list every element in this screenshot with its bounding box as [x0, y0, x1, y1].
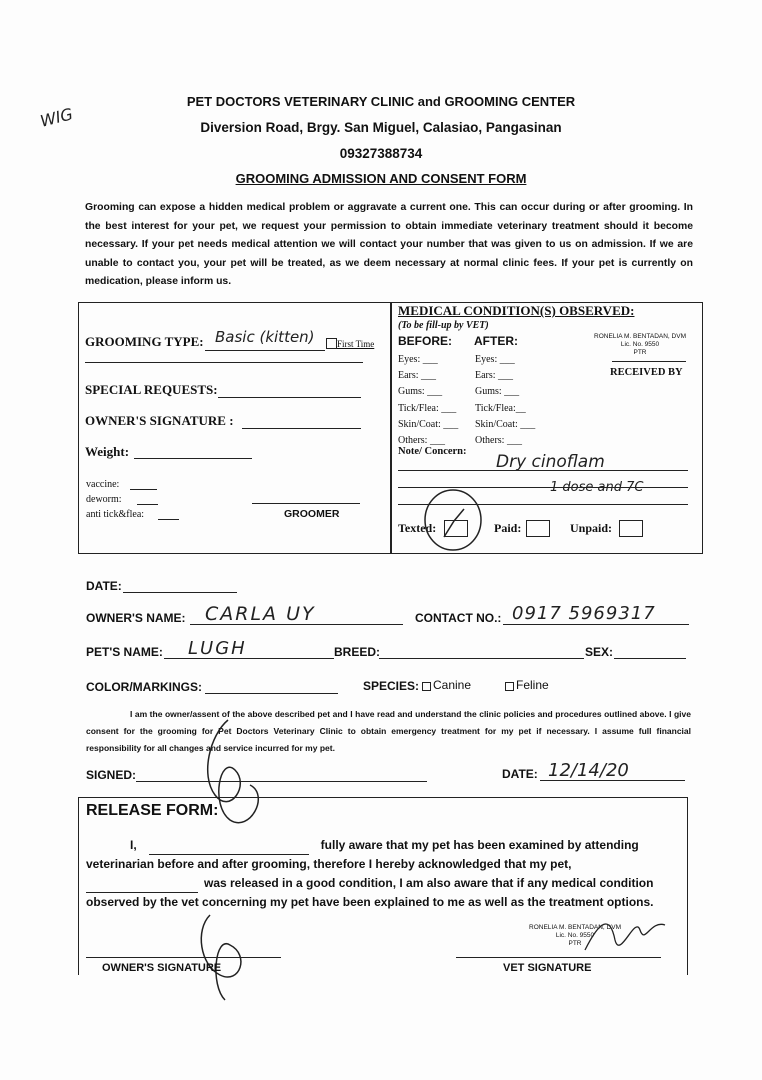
- date-field[interactable]: [123, 577, 237, 593]
- clinic-address: Diversion Road, Brgy. San Miguel, Calasiao, Pangasinan: [200, 120, 562, 135]
- before-label: BEFORE:: [398, 334, 452, 348]
- release-stamp-ptr: PTR: [568, 940, 582, 947]
- first-time-label: First Time: [337, 339, 375, 349]
- owner-name-label: OWNER'S NAME:: [86, 611, 186, 625]
- special-requests-field[interactable]: [218, 382, 361, 398]
- note-label: Note/ Concern:: [398, 446, 467, 457]
- clinic-name: PET DOCTORS VETERINARY CLINIC and GROOMING CENTER: [186, 94, 576, 109]
- note-hand-2: 1 dose and 7C: [550, 480, 644, 495]
- clinic-phone: 09327388734: [339, 146, 423, 161]
- before-skin: Skin/Coat: ___: [398, 418, 459, 430]
- release-text1: fully aware that my pet has been examined by attending: [320, 838, 639, 852]
- vet-stamp: [592, 333, 688, 357]
- release-stamp-name: RONELIA M. BENTADAN, DVM: [529, 924, 621, 931]
- deworm-label: deworm:: [86, 494, 122, 505]
- corner-mark: WIG: [38, 104, 75, 131]
- sex-label: SEX:: [585, 645, 614, 659]
- received-by-label: RECEIVED BY: [610, 367, 683, 378]
- owner-signature-field[interactable]: [242, 413, 361, 429]
- vaccine-label: vaccine:: [86, 479, 120, 490]
- species-label: SPECIES:: [363, 679, 420, 693]
- grooming-type-value: Basic (kitten): [215, 328, 315, 346]
- before-ears: Ears: ___: [398, 370, 437, 382]
- signed-date-value: 12/14/20: [548, 760, 629, 781]
- release-vet-sig-label: VET SIGNATURE: [503, 962, 592, 974]
- release-paragraph: [86, 836, 682, 912]
- unpaid-label: Unpaid:: [570, 521, 613, 535]
- consent-paragraph: I am the owner/assent of the above described pet and I have read and understand the clinic policies and procedures outlined above. I give consent for the grooming for Pet Doctors Veterinary Clinic to obtain emergency treatment for my pet if necessary. I assume full financial responsibility for all changes and service incurred for my pet.: [86, 709, 691, 753]
- after-label: AFTER:: [474, 334, 518, 348]
- weight-field[interactable]: [134, 443, 252, 459]
- owner-signature-label: OWNER'S SIGNATURE :: [85, 413, 234, 428]
- release-text4: observed by the vet concerning my pet have been explained to me as well as the treatment options.: [86, 895, 654, 909]
- after-eyes: Eyes: ___: [475, 354, 515, 365]
- release-text2: veterinarian before and after grooming, therefore I hereby acknowledged that my pet,: [86, 857, 572, 871]
- breed-label: BREED:: [334, 645, 381, 659]
- unpaid-checkbox[interactable]: [619, 520, 643, 537]
- color-label: COLOR/MARKINGS:: [86, 680, 202, 694]
- pet-name-value: LUGH: [188, 638, 247, 659]
- anti-tick-field[interactable]: [158, 509, 179, 520]
- canine-label: Canine: [433, 678, 472, 692]
- release-owner-sig-label: OWNER'S SIGNATURE: [102, 962, 222, 974]
- release-title: RELEASE FORM:: [86, 802, 219, 819]
- intro-paragraph: Grooming can expose a hidden medical problem or aggravate a current one. This can occur during or after grooming. In the best interest for your pet, we request your permission to obtain immediate veterinary treatment should it become necessary. If your pet needs medical attention we will contact your number that was given to us on admission. If we are unable to contact you, your pet will be treated, as we deem necessary at normal clinic fees. If your pet is currently on medication, please inform us.: [85, 202, 693, 287]
- release-text3: was released in a good condition, I am also aware that if any medical condition: [204, 876, 654, 890]
- after-gums: Gums: ___: [475, 386, 520, 398]
- first-time-checkbox[interactable]: [326, 338, 337, 349]
- owner-name-value: CARLA UY: [205, 603, 316, 625]
- before-tick: Tick/Flea: ___: [398, 402, 457, 414]
- release-stamp-lic: Lic. No. 9550: [555, 932, 595, 939]
- medical-title: MEDICAL CONDITION(S) OBSERVED:: [398, 303, 635, 318]
- paid-label: Paid:: [494, 521, 522, 535]
- canine-checkbox[interactable]: [422, 682, 431, 691]
- before-eyes: Eyes: ___: [398, 354, 438, 365]
- groomer-label: GROOMER: [284, 508, 340, 520]
- sex-field[interactable]: [614, 643, 686, 659]
- stamp-name: RONELIA M. BENTADAN, DVM: [594, 333, 686, 340]
- before-others: Others: ___: [398, 435, 445, 447]
- feline-label: Feline: [516, 678, 549, 692]
- release-owner-line[interactable]: [86, 957, 281, 958]
- paid-checkbox[interactable]: [526, 520, 550, 537]
- stamp-lic: Lic. No. 9550: [620, 341, 660, 348]
- signed-label: SIGNED:: [86, 768, 137, 782]
- date-label: DATE:: [86, 579, 122, 593]
- pet-name-label: PET'S NAME:: [86, 645, 163, 659]
- grooming-type-line2: [85, 362, 363, 363]
- groomer-line[interactable]: [252, 503, 360, 504]
- signed-field[interactable]: [136, 766, 427, 782]
- before-list: [398, 352, 458, 449]
- received-by-line[interactable]: [612, 361, 686, 362]
- note-hand-1: Dry cinoflam: [496, 452, 605, 472]
- before-gums: Gums: ___: [398, 386, 443, 398]
- vet-signature-scribble: [580, 910, 670, 965]
- anti-tick-label: anti tick&flea:: [86, 509, 145, 520]
- color-field[interactable]: [205, 678, 338, 694]
- texted-circle-mark: [418, 485, 488, 553]
- form-title: GROOMING ADMISSION AND CONSENT FORM: [235, 171, 527, 186]
- contact-value: 0917 5969317: [512, 603, 656, 624]
- after-list: [475, 352, 535, 449]
- release-pet-field[interactable]: [86, 878, 198, 893]
- weight-label: Weight:: [85, 444, 130, 459]
- stamp-ptr: PTR: [633, 349, 647, 356]
- vaccine-field[interactable]: [130, 479, 157, 490]
- box-divider: [390, 302, 392, 554]
- after-ears: Ears: ___: [475, 370, 514, 382]
- after-tick: Tick/Flea:__: [475, 402, 526, 414]
- special-requests-label: SPECIAL REQUESTS:: [85, 382, 218, 397]
- contact-label: CONTACT NO.:: [415, 611, 502, 625]
- feline-checkbox[interactable]: [505, 682, 514, 691]
- release-name-field[interactable]: [149, 840, 309, 855]
- after-others: Others: ___: [475, 435, 522, 447]
- after-skin: Skin/Coat: ___: [475, 418, 536, 430]
- texted-label: Texted:: [398, 521, 437, 535]
- release-i: I,: [130, 838, 137, 852]
- deworm-field[interactable]: [137, 494, 158, 505]
- signed-date-label: DATE:: [502, 767, 538, 781]
- medical-subtitle: (To be fill-up by VET): [398, 320, 489, 331]
- breed-field[interactable]: [379, 643, 584, 659]
- grooming-type-label: GROOMING TYPE:: [85, 334, 204, 349]
